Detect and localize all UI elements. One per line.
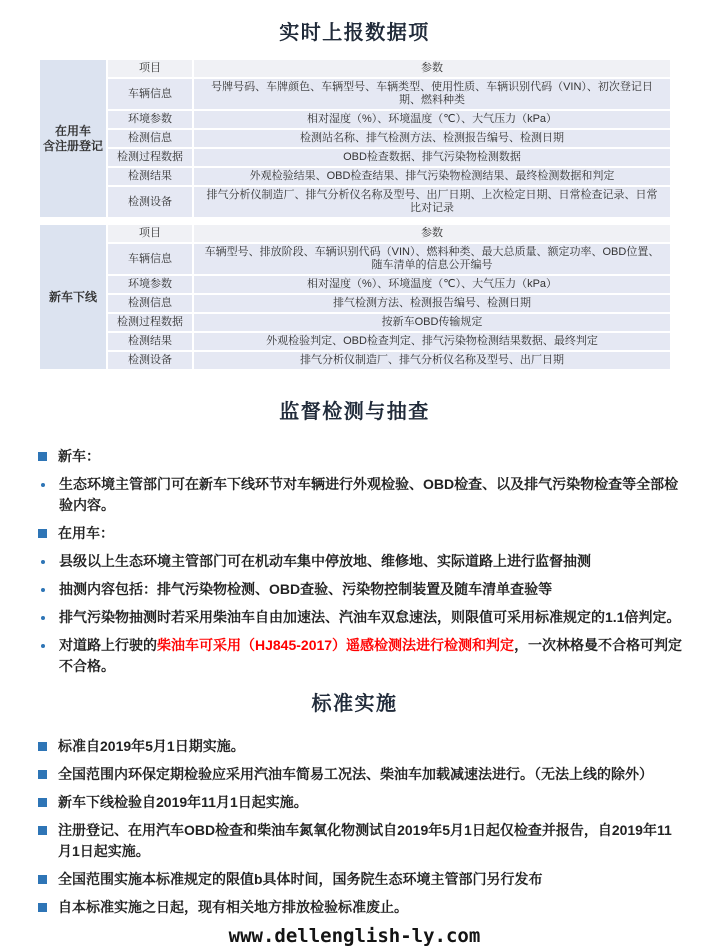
square-bullet-icon xyxy=(38,903,47,912)
table-row xyxy=(40,352,670,369)
bullet-text xyxy=(58,820,683,862)
text-segment: 县级以上生态环境主管部门可在机动车集中停放地、维修地、实际道路上进行监督抽测 xyxy=(59,553,591,569)
table-row xyxy=(40,187,670,217)
column-header-params: 参数 xyxy=(194,60,670,77)
table-row xyxy=(40,168,670,185)
bullet-text xyxy=(58,792,683,813)
square-bullet-icon xyxy=(38,770,47,779)
row-params: 相对湿度（%）、环境温度（℃）、大气压力（kPa） xyxy=(194,276,670,293)
bullet-text xyxy=(58,897,683,918)
dot-bullet-icon xyxy=(41,483,45,487)
row-params: 排气检测方法、检测报告编号、检测日期 xyxy=(194,295,670,312)
row-params: 车辆型号、排放阶段、车辆识别代码（VIN）、燃料种类、最大总质量、额定功率、OBD位置、随车清单的信息公开编号 xyxy=(194,244,670,274)
table-row xyxy=(40,79,670,109)
implementation-bullets xyxy=(38,736,683,918)
table-row xyxy=(40,244,670,274)
table-group-label: 新车下线 xyxy=(40,225,106,369)
bullet-text xyxy=(58,764,683,785)
bullet-item xyxy=(38,579,683,600)
table-header-row xyxy=(40,60,670,77)
section-title-supervision: 监督检测与抽查 xyxy=(279,401,430,423)
bullet-item xyxy=(38,736,683,757)
bullet-item xyxy=(38,635,683,677)
column-header-item: 项目 xyxy=(108,225,192,242)
dot-bullet-icon xyxy=(41,560,45,564)
bullet-text xyxy=(58,736,683,757)
bullet-text xyxy=(58,869,683,890)
text-segment: 对道路上行驶的 xyxy=(59,637,157,653)
row-item-label: 检测结果 xyxy=(108,168,192,185)
row-params: 号牌号码、车牌颜色、车辆型号、车辆类型、使用性质、车辆识别代码（VIN）、初次登记日期、燃料种类 xyxy=(194,79,670,109)
table-group-label: 在用车 含注册登记 xyxy=(40,60,106,217)
text-segment: 自本标准实施之日起，现有相关地方排放检验标准废止。 xyxy=(58,899,408,915)
text-segment: 注册登记、在用汽车OBD检查和柴油车氮氧化物测试自2019年5月1日起仅检查并报告，自2019年11月1日起实施。 xyxy=(58,822,672,859)
watermark-url: www.dellenglish-ly.com xyxy=(228,925,481,947)
row-params: 排气分析仪制造厂、排气分析仪名称及型号、出厂日期 xyxy=(194,352,670,369)
column-header-params: 参数 xyxy=(194,225,670,242)
bullet-item xyxy=(38,764,683,785)
row-item-label: 环境参数 xyxy=(108,111,192,128)
square-bullet-icon xyxy=(38,826,47,835)
report-tables xyxy=(38,58,672,371)
text-segment: 标准自2019年5月1日期实施。 xyxy=(58,738,245,754)
text-segment: 抽测内容包括：排气污染物检测、OBD查验、污染物控制装置及随车清单查验等 xyxy=(59,581,553,597)
section-title-implementation: 标准实施 xyxy=(311,693,398,715)
text-segment: 新车下线检验自2019年11月1日起实施。 xyxy=(58,794,308,810)
row-params: 外观检验结果、OBD检查结果、排气污染物检测结果、最终检测数据和判定 xyxy=(194,168,670,185)
table-row xyxy=(40,333,670,350)
report-table xyxy=(38,223,672,371)
report-table xyxy=(38,58,672,219)
row-item-label: 检测设备 xyxy=(108,187,192,217)
dot-bullet-icon xyxy=(41,588,45,592)
text-segment: 在用车： xyxy=(58,525,114,541)
row-item-label: 检测设备 xyxy=(108,352,192,369)
bullet-item xyxy=(38,551,683,572)
row-params: OBD检查数据、排气污染物检测数据 xyxy=(194,149,670,166)
bullet-text xyxy=(59,551,683,572)
bullet-text xyxy=(58,523,683,544)
row-item-label: 检测结果 xyxy=(108,333,192,350)
table-row xyxy=(40,276,670,293)
bullet-text xyxy=(59,635,683,677)
row-params: 排气分析仪制造厂、排气分析仪名称及型号、出厂日期、上次检定日期、日常检查记录、日常比对记录 xyxy=(194,187,670,217)
bullet-item xyxy=(38,474,683,516)
row-item-label: 车辆信息 xyxy=(108,244,192,274)
bullet-text xyxy=(59,607,683,628)
bullet-item xyxy=(38,446,683,467)
text-segment: 排气污染物抽测时若采用柴油车自由加速法、汽油车双怠速法，则限值可采用标准规定的1.1倍判定。 xyxy=(59,609,681,625)
row-item-label: 检测过程数据 xyxy=(108,314,192,331)
row-params: 按新车OBD传输规定 xyxy=(194,314,670,331)
table-header-row xyxy=(40,225,670,242)
table-row xyxy=(40,295,670,312)
row-item-label: 环境参数 xyxy=(108,276,192,293)
square-bullet-icon xyxy=(38,452,47,461)
square-bullet-icon xyxy=(38,875,47,884)
bullet-item xyxy=(38,607,683,628)
dot-bullet-icon xyxy=(41,644,45,648)
row-params: 相对湿度（%）、环境温度（℃）、大气压力（kPa） xyxy=(194,111,670,128)
row-item-label: 检测过程数据 xyxy=(108,149,192,166)
column-header-item: 项目 xyxy=(108,60,192,77)
text-segment: ，一次林格曼不合格可判定不合格。 xyxy=(59,637,683,674)
highlighted-red-text: 柴油车可采用（HJ845-2017）遥感检测法进行检测和判定 xyxy=(157,637,515,653)
supervision-bullets xyxy=(38,446,683,677)
text-segment: 全国范围内环保定期检验应采用汽油车简易工况法、柴油车加载减速法进行。（无法上线的除外） xyxy=(58,766,653,782)
section-title-realtime-data: 实时上报数据项 xyxy=(279,22,430,44)
row-item-label: 车辆信息 xyxy=(108,79,192,109)
square-bullet-icon xyxy=(38,529,47,538)
table-row xyxy=(40,149,670,166)
bullet-item xyxy=(38,897,683,918)
table-row xyxy=(40,111,670,128)
dot-bullet-icon xyxy=(41,616,45,620)
row-item-label: 检测信息 xyxy=(108,295,192,312)
bullet-item xyxy=(38,523,683,544)
bullet-item xyxy=(38,869,683,890)
row-params: 外观检验判定、OBD检查判定、排气污染物检测结果数据、最终判定 xyxy=(194,333,670,350)
bullet-text xyxy=(59,474,683,516)
row-params: 检测站名称、排气检测方法、检测报告编号、检测日期 xyxy=(194,130,670,147)
table-row xyxy=(40,314,670,331)
text-segment: 全国范围实施本标准规定的限值b具体时间，国务院生态环境主管部门另行发布 xyxy=(58,871,543,887)
bullet-item xyxy=(38,792,683,813)
text-segment: 新车： xyxy=(58,448,100,464)
bullet-text xyxy=(58,446,683,467)
text-segment: 生态环境主管部门可在新车下线环节对车辆进行外观检验、OBD检查、以及排气污染物检查等全部检验内容。 xyxy=(59,476,679,513)
square-bullet-icon xyxy=(38,742,47,751)
square-bullet-icon xyxy=(38,798,47,807)
table-row xyxy=(40,130,670,147)
row-item-label: 检测信息 xyxy=(108,130,192,147)
bullet-text xyxy=(59,579,683,600)
bullet-item xyxy=(38,820,683,862)
